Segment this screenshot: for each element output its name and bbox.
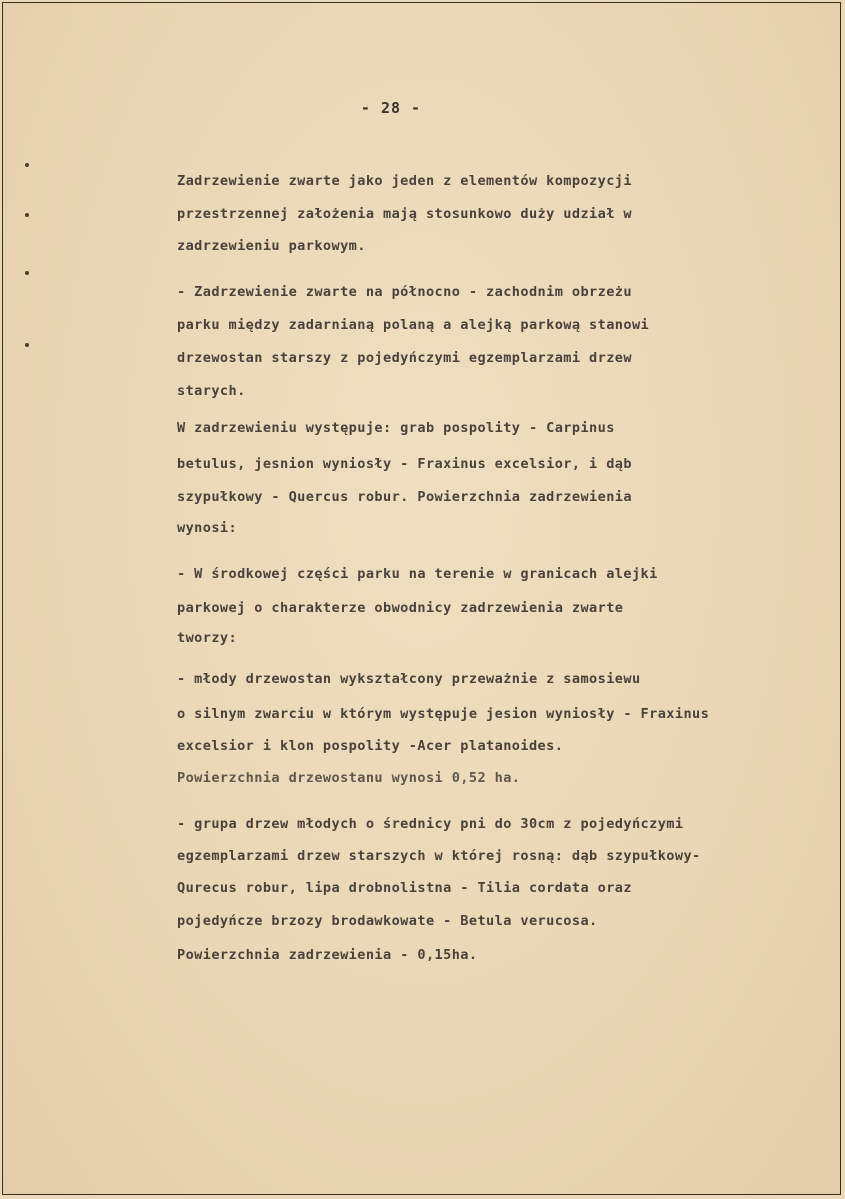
text-line: tworzy: [177, 630, 238, 646]
text-line: o silnym zwarciu w którym występuje jesion wyniosły - Fraxinus [177, 706, 710, 722]
text-line: Powierzchnia zadrzewienia - 0,15ha. [177, 947, 478, 963]
punch-hole-mark [25, 343, 29, 347]
text-line: drzewostan starszy z pojedyńczymi egzemplarzami drzew [177, 350, 632, 366]
text-line: excelsior i klon pospolity -Acer platanoides. [177, 738, 564, 754]
text-line: - grupa drzew młodych o średnicy pni do 30cm z pojedyńczymi [177, 816, 684, 832]
text-line: wynosi: [177, 520, 238, 536]
text-line: - młody drzewostan wykształcony przeważnie z samosiewu [177, 671, 641, 687]
text-line: Powierzchnia drzewostanu wynosi 0,52 ha. [177, 770, 521, 786]
punch-hole-mark [25, 213, 29, 217]
text-line: egzemplarzami drzew starszych w której rosną: dąb szypułkowy- [177, 848, 701, 864]
text-line: parkowej o charakterze obwodnicy zadrzewienia zwarte [177, 600, 624, 616]
text-line: przestrzennej założenia mają stosunkowo duży udział w [177, 206, 632, 222]
text-line: - W środkowej części parku na terenie w granicach alejki [177, 566, 658, 582]
text-line: starych. [177, 383, 246, 399]
text-line: Qurecus robur, lipa drobnolistna - Tilia cordata oraz [177, 880, 632, 896]
punch-hole-mark [25, 271, 29, 275]
text-line: - Zadrzewienie zwarte na północno - zachodnim obrzeżu [177, 284, 632, 300]
punch-hole-mark [25, 163, 29, 167]
text-line: pojedyńcze brzozy brodawkowate - Betula verucosa. [177, 913, 598, 929]
page-number: - 28 - [360, 99, 422, 117]
text-line: parku między zadarnianą polaną a alejką parkową stanowi [177, 317, 650, 333]
text-line: zadrzewieniu parkowym. [177, 238, 366, 254]
text-line: Zadrzewienie zwarte jako jeden z elementów kompozycji [177, 173, 632, 189]
text-line: betulus, jesnion wyniosły - Fraxinus excelsior, i dąb [177, 456, 632, 472]
text-line: szypułkowy - Quercus robur. Powierzchnia zadrzewienia [177, 489, 632, 505]
document-page [2, 2, 841, 1195]
text-line: W zadrzewieniu występuje: grab pospolity - Carpinus [177, 420, 615, 436]
